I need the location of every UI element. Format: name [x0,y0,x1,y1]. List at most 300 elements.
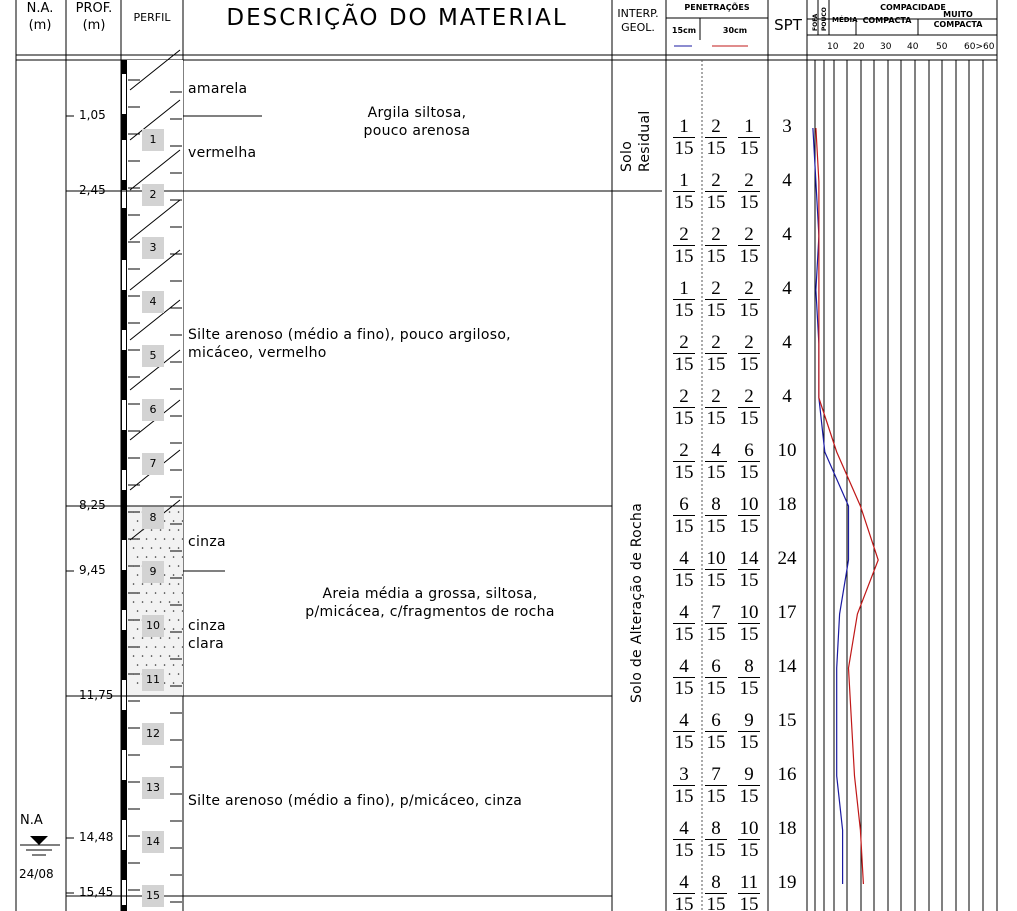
blow-count-depth: 15 [706,732,726,753]
blow-count-depth: 15 [706,462,726,483]
sand-dot [173,664,175,666]
blow-count-depth: 15 [739,354,759,375]
depth-label: 1,05 [79,108,106,122]
blow-count [673,387,695,428]
sand-dot [133,619,135,621]
sand-dot [133,529,135,531]
sand-dot [169,583,171,585]
interp-residual: Residual [637,110,653,172]
sample-number: 15 [142,885,164,907]
sand-dot [169,655,171,657]
sand-dot [160,655,162,657]
sand-dot [142,655,144,657]
blow-count-depth: 15 [706,678,726,699]
sample-number: 5 [142,345,164,367]
sampler-gap [122,140,126,180]
sand-dot [160,601,162,603]
blow-count-depth: 15 [706,840,726,861]
sand-dot [164,610,166,612]
sand-dot [169,601,171,603]
sand-dot [178,511,180,513]
na-unit: (m) [28,18,52,33]
sand-dot [151,529,153,531]
sample-number: 3 [142,237,164,259]
sand-dot [169,529,171,531]
spt-value: 14 [777,656,797,677]
blow-count-value: 8 [705,495,727,516]
blow-count-value: 9 [738,711,760,732]
sand-dot [173,646,175,648]
sand-dot [142,637,144,639]
sample-number: 12 [142,723,164,745]
blow-count [705,333,727,374]
blow-count-value: 10 [739,494,759,515]
spt-value: 15 [777,710,797,731]
blow-count-value: 8 [705,873,727,894]
blow-count [738,549,760,590]
blow-count-value: 4 [673,819,695,840]
sand-dot [146,556,148,558]
spt-value: 24 [777,548,797,569]
blow-count-value: 1 [673,117,695,138]
spt-value: 16 [777,764,797,785]
sample-number: 10 [142,615,164,637]
sample-number: 13 [142,777,164,799]
sand-dot [169,637,171,639]
blow-count-depth: 15 [674,462,694,483]
sand-dot [182,664,184,666]
sand-dot [182,556,184,558]
blow-count-depth: 15 [674,408,694,429]
blow-count-value: 2 [705,171,727,192]
sample-number: 4 [142,291,164,313]
blow-count [673,819,695,860]
desc-silte-2: micáceo, vermelho [188,345,327,361]
prof-unit: (m) [82,18,106,33]
blow-count-depth: 15 [674,246,694,267]
sand-dot [182,574,184,576]
sand-dot [164,538,166,540]
blow-count-depth: 15 [674,732,694,753]
blow-count [738,279,760,320]
blow-count-value: 10 [739,818,759,839]
sand-dot [173,556,175,558]
blow-count-depth: 15 [739,786,759,807]
depth-label: 11,75 [79,688,114,702]
blow-count [738,225,760,266]
sand-dot [178,529,180,531]
sand-dot [142,529,144,531]
blow-count-depth: 15 [739,192,759,213]
blow-count-value: 2 [738,225,760,246]
desc-areia-2: p/micácea, c/fragmentos de rocha [305,604,555,620]
sampler-gap [122,540,126,570]
blow-count-value: 2 [705,117,727,138]
blow-count-value: 2 [673,387,695,408]
blow-count-depth: 15 [674,570,694,591]
interp-solo: Solo [619,140,635,172]
blow-count [705,441,727,482]
blow-count-value: 14 [739,548,759,569]
scale-tick-label: 60>60 [964,42,995,52]
sand-dot [160,583,162,585]
desc-argila-2: pouco arenosa [363,123,471,139]
blow-count [738,171,760,212]
blow-count-value: 7 [705,765,727,786]
blow-count-depth: 15 [706,894,726,911]
spt-value: 10 [777,440,797,461]
sample-number: 11 [142,669,164,691]
blow-count-value: 8 [705,819,727,840]
sand-dot [169,565,171,567]
sampler-gap [122,820,126,850]
blow-count [705,495,727,536]
blow-count-value: 2 [673,441,695,462]
compacta-label: COMPACTA [862,16,912,25]
blow-count-depth: 15 [706,138,726,159]
blow-count-value: 4 [673,873,695,894]
blow-count-depth: 15 [739,138,759,159]
sand-dot [178,547,180,549]
blow-count-depth: 15 [739,246,759,267]
sand-dot [178,655,180,657]
sand-dot [164,664,166,666]
sampler-gap [122,680,126,710]
sand-dot [169,619,171,621]
blow-count [738,495,760,536]
blow-count-depth: 15 [674,138,694,159]
blow-count-value: 4 [673,549,695,570]
blow-count-depth: 15 [739,732,759,753]
blow-count-depth: 15 [739,678,759,699]
blow-count [673,441,695,482]
blow-count-depth: 15 [706,786,726,807]
depth-label: 2,45 [79,183,106,197]
sand-dot [155,538,157,540]
spt-value: 4 [782,386,792,407]
sand-dot [151,583,153,585]
blow-count-value: 11 [739,872,759,893]
sand-dot [155,646,157,648]
desc-vermelha: vermelha [188,145,257,161]
spt-value: 4 [782,278,792,299]
blow-count-value: 4 [673,711,695,732]
blow-count-value: 2 [705,225,727,246]
sample-number: 2 [142,184,164,206]
sand-dot [142,601,144,603]
pouco-label: POUCO [821,7,828,31]
blow-count-value: 8 [738,657,760,678]
blow-count-value: 1 [738,117,760,138]
interp-header: INTERP. [617,7,659,20]
sample-number: 7 [142,453,164,475]
blow-count [705,279,727,320]
desc-cinza-clara-1: cinza [188,618,226,634]
sand-dot [178,619,180,621]
spt-15cm-line [813,128,849,884]
scale-tick-label: 30 [880,42,892,52]
sand-dot [137,538,139,540]
sampler-gap [122,880,126,905]
sand-dot [137,592,139,594]
blow-count-depth: 15 [674,678,694,699]
blow-count [705,603,727,644]
blow-count-depth: 15 [674,354,694,375]
blow-count-value: 6 [705,711,727,732]
profile-silt-clay [127,60,183,506]
sand-dot [133,511,135,513]
blow-count [673,549,695,590]
blow-count [705,765,727,806]
depth-label: 9,45 [79,563,106,577]
sand-dot [164,556,166,558]
sand-dot [160,547,162,549]
sampler-gap [122,610,126,630]
blow-count [673,117,695,158]
muito-label: MUITO [943,10,973,19]
sand-dot [146,610,148,612]
blow-count-value: 2 [738,279,760,300]
blow-count-depth: 15 [674,894,694,911]
scale-tick-label: 10 [827,42,839,52]
blow-count-depth: 15 [706,570,726,591]
sand-dot [178,673,180,675]
depth-label: 14,48 [79,830,114,844]
blow-count [673,657,695,698]
sampler-gap [122,400,126,430]
water-level-date: 24/08 [19,867,54,881]
sand-dot [178,565,180,567]
blow-count-value: 4 [705,441,727,462]
blow-count [738,819,760,860]
sand-dot [146,664,148,666]
sand-dot [182,592,184,594]
sand-dot [173,520,175,522]
sand-dot [137,664,139,666]
sand-dot [151,547,153,549]
depth-label: 8,25 [79,498,106,512]
desc-silte-cinza: Silte arenoso (médio a fino), p/micáceo, cinza [188,793,523,809]
spt-header: SPT [774,16,802,34]
scale-tick-label: 40 [907,42,919,52]
desc-silte-1: Silte arenoso (médio a fino), pouco argiloso, [188,327,511,343]
blow-count-value: 2 [673,225,695,246]
sand-dot [173,682,175,684]
blow-count-depth: 15 [739,840,759,861]
depth-label: 15,45 [79,885,114,899]
sand-dot [169,511,171,513]
blow-count [673,279,695,320]
sand-dot [160,637,162,639]
blow-count-value: 6 [705,657,727,678]
spt-value: 17 [777,602,797,623]
sand-dot [151,655,153,657]
blow-count [673,333,695,374]
blow-count [705,657,727,698]
blow-count-depth: 15 [739,570,759,591]
water-level-icon [30,836,48,845]
sand-dot [178,637,180,639]
desc-cinza: cinza [188,534,226,550]
prof-header: PROF. [75,1,113,16]
blow-count [673,711,695,752]
sample-number: 1 [142,129,164,151]
blow-count [738,603,760,644]
blow-count-depth: 15 [739,300,759,321]
spt-value: 19 [777,872,797,893]
sand-dot [178,583,180,585]
penetracoes-header: PENETRAÇÕES [684,3,750,12]
sand-dot [164,592,166,594]
water-level-label: N.A [20,813,43,828]
sand-dot [178,601,180,603]
blow-count-depth: 15 [706,246,726,267]
sand-dot [182,628,184,630]
blow-count [705,549,727,590]
sand-dot [137,574,139,576]
sand-dot [182,610,184,612]
blow-count-value: 7 [705,603,727,624]
spt-value: 4 [782,224,792,245]
sand-dot [133,673,135,675]
blow-count [705,171,727,212]
desc-argila-1: Argila siltosa, [367,105,467,121]
blow-count [705,387,727,428]
spt-value: 18 [777,494,797,515]
sand-dot [151,601,153,603]
blow-count [673,765,695,806]
blow-count-depth: 15 [739,624,759,645]
sand-dot [169,673,171,675]
sand-dot [164,646,166,648]
sand-dot [133,547,135,549]
blow-count [738,711,760,752]
sand-dot [137,520,139,522]
blow-count [673,225,695,266]
sand-dot [182,682,184,684]
geol-header: GEOL. [621,21,655,34]
blow-count-depth: 15 [739,408,759,429]
blow-count-depth: 15 [674,300,694,321]
sample-number: 8 [142,507,164,529]
desc-cinza-clara-2: clara [188,636,225,652]
blow-count [673,495,695,536]
sample-number: 14 [142,831,164,853]
spt-value: 4 [782,170,792,191]
sampler-gap [122,260,126,290]
blow-count [738,387,760,428]
blow-count-value: 6 [673,495,695,516]
description-header: DESCRIÇÃO DO MATERIAL [226,5,568,31]
spt-value: 3 [782,116,792,137]
fofa-label: FOFA [812,13,819,31]
sand-dot [133,565,135,567]
sand-dot [173,610,175,612]
blow-count-depth: 15 [739,894,759,911]
scale-tick-label: 50 [936,42,948,52]
blow-count-depth: 15 [706,354,726,375]
blow-count-value: 2 [705,279,727,300]
sand-dot [133,655,135,657]
sand-dot [155,556,157,558]
blow-count-value: 4 [673,603,695,624]
sand-dot [155,592,157,594]
blow-count-value: 1 [673,171,695,192]
sampler-gap [122,190,126,208]
blow-count-depth: 15 [706,192,726,213]
sand-dot [137,646,139,648]
sand-dot [133,601,135,603]
blow-count-depth: 15 [674,786,694,807]
blow-count-value: 2 [738,171,760,192]
blow-count-value: 2 [705,387,727,408]
profile-sand [127,506,183,696]
blow-count [738,117,760,158]
sand-dot [133,583,135,585]
blow-count-value: 3 [673,765,695,786]
blow-count-depth: 15 [674,624,694,645]
blow-count-depth: 15 [706,300,726,321]
sampler-gap [122,470,126,490]
blow-count-depth: 15 [674,840,694,861]
blow-count [673,171,695,212]
blow-count-depth: 15 [706,408,726,429]
blow-count [673,603,695,644]
compacidade-header: COMPACIDADE [880,3,946,12]
pen-15cm-label: 15cm [671,26,697,35]
sample-number: 9 [142,561,164,583]
sand-dot [137,628,139,630]
blow-count [705,819,727,860]
blow-count-depth: 15 [674,192,694,213]
blow-count [738,333,760,374]
blow-count [738,765,760,806]
sand-dot [133,637,135,639]
desc-areia-1: Areia média a grossa, siltosa, [322,586,538,602]
sand-dot [146,646,148,648]
blow-count-depth: 15 [706,624,726,645]
blow-count-value: 6 [738,441,760,462]
sand-dot [137,610,139,612]
sand-dot [173,628,175,630]
scale-tick-label: 20 [853,42,865,52]
sand-dot [182,646,184,648]
blow-count-value: 4 [673,657,695,678]
blow-count-value: 2 [738,333,760,354]
sample-number: 6 [142,399,164,421]
perfil-header: PERFIL [133,11,171,24]
sampler-gap [122,750,126,780]
sand-dot [155,664,157,666]
blow-count [738,441,760,482]
sampler-gap [122,330,126,350]
sand-dot [173,592,175,594]
blow-count [738,873,760,911]
sand-dot [146,592,148,594]
na-header: N.A. [26,1,54,16]
blow-count-value: 2 [738,387,760,408]
blow-count-depth: 15 [739,516,759,537]
sand-dot [155,610,157,612]
sand-dot [142,583,144,585]
blow-count-value: 10 [706,548,726,569]
spt-value: 4 [782,332,792,353]
blow-count-value: 9 [738,765,760,786]
blow-count [705,117,727,158]
blow-count [705,873,727,911]
blow-count-value: 1 [673,279,695,300]
blow-count-depth: 15 [706,516,726,537]
